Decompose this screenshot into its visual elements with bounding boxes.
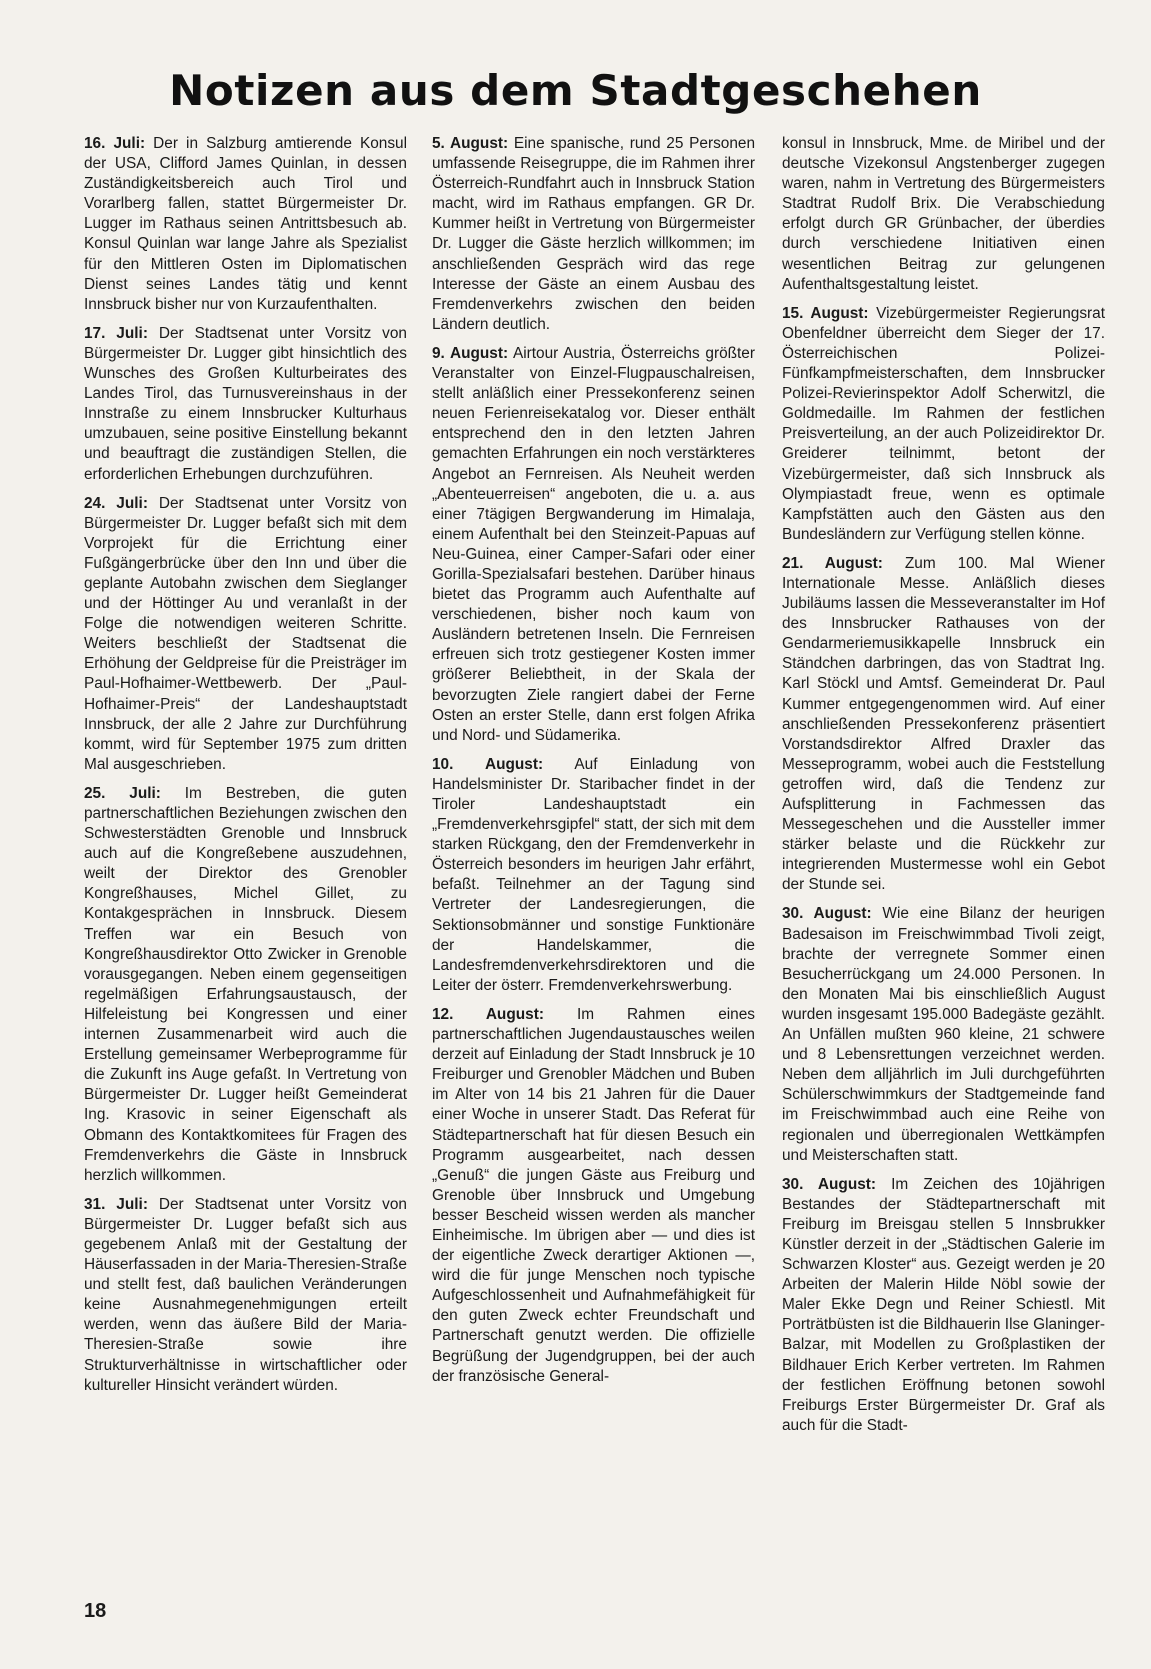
entry-text: Airtour Austria, Österreichs größter Veranstalter von Einzel-Flugpauschalreisen, stellt anläßlich einer Pressekonferenz seinen neuen Ferienreisekatalog vor. Dieser enthält entsprechend den in den letzten Jahren gemachten Erfahrungen ein noch verstärkteres Angebot an Fernreisen. Als Neuheit werden „Abenteuerreisen“ angeboten, die u. a. aus einer 7tägigen Bergwanderung im Himalaja, einem Aufenthalt bei den Steinzeit-Papuas auf Neu-Guinea, einer Camper-Safari oder einer Gorilla-Spezialsafari bestehen. Darüber hinaus bietet das Programm auch Aufenthalte auf verschiedenen, bisher noch kaum von Ausländern betretenen Inseln. Die Fernreisen erfreuen sich trotz gestiegener Kosten immer größerer Beliebtheit, in der Skala der bevorzugten Ziele rangiert dabei der Ferne Osten an erster Stelle, dann erst folgen Afrika und Nord- und Südamerika. bbox=[432, 344, 755, 744]
news-entry bbox=[782, 1175, 1105, 1436]
entry-text: Der Stadtsenat unter Vorsitz von Bürgermeister Dr. Lugger befaßt sich aus gegebenem Anlaß mit der Gestaltung der Häuserfassaden in der Maria-Theresien-Straße und stellt fest, daß baulichen Veränderungen keine Ausnahmegenehmigungen erteilt werden, wenn das äußere Bild der Maria-Theresien-Straße sowie ihre Strukturverhältnisse in wirtschaftlicher oder kultureller Hinsicht verändert würden. bbox=[84, 1195, 407, 1394]
news-entry bbox=[84, 134, 407, 315]
entry-text: Vizebürgermeister Regierungsrat Obenfeldner überreicht dem Sieger der 17. Österreichischen Polizei-Fünfkampfmeisterschaften, dem Innsbrucker Polizei-Revierinspektor Adolf Scherwitzl, die Goldmedaille. Im Rahmen der festlichen Preisverteilung, an der auch Polizeidirektor Dr. Greiderer teilnimmt, betont der Vizebürgermeister, daß sich Innsbruck als Olympiastadt freue, wenn es optimale Kampfstätten auch den Gästen aus den Bundesländern zur Verfügung stellen könne. bbox=[782, 304, 1105, 543]
entry-text: Der Stadtsenat unter Vorsitz von Bürgermeister Dr. Lugger gibt hinsichtlich des Wunsches des Großen Kulturbeirates des Landes Tirol, das Turnusvereinshaus in der Innstraße zu einem Innsbrucker Kulturhaus umzubauen, seine positive Einstellung bekannt und beauftragt die zuständigen Stellen, die erforderlichen Erhebungen durchzuführen. bbox=[84, 324, 407, 483]
entry-date: 17. Juli: bbox=[84, 324, 148, 342]
entry-date: 31. Juli: bbox=[84, 1195, 148, 1213]
column-3 bbox=[782, 134, 1105, 1445]
news-entry bbox=[782, 904, 1105, 1165]
news-entry bbox=[84, 1195, 407, 1396]
entry-date: 25. Juli: bbox=[84, 784, 161, 802]
entry-date: 21. August: bbox=[782, 554, 883, 572]
entry-date: 15. August: bbox=[782, 304, 869, 322]
page-number: 18 bbox=[84, 1600, 107, 1622]
page-title: Notizen aus dem Stadtgeschehen bbox=[169, 66, 982, 115]
news-entry bbox=[432, 344, 755, 746]
news-entry bbox=[782, 304, 1105, 545]
entry-date: 10. August: bbox=[432, 755, 544, 773]
entry-date: 30. August: bbox=[782, 1175, 877, 1193]
entry-date: 16. Juli: bbox=[84, 135, 146, 152]
news-entry bbox=[84, 324, 407, 485]
entry-date: 9. August: bbox=[432, 344, 509, 362]
news-entry bbox=[84, 494, 407, 775]
entry-text: Der in Salzburg amtierende Konsul der USA, Clifford James Quinlan, in dessen Zuständigkeitsbereich auch Tirol und Vorarlberg fallen, stattet Bürgermeister Dr. Lugger im Rathaus seinen Antrittsbesuch ab. Konsul Quinlan war lange Jahre als Spezialist für den Mittleren Osten im Diplomatischen Dienst seines Landes tätig und kennt Innsbruck bisher nur von Kurzaufenthalten. bbox=[84, 135, 408, 313]
news-entry bbox=[84, 784, 407, 1186]
entry-date: 24. Juli: bbox=[84, 494, 148, 512]
entry-text: Wie eine Bilanz der heurigen Badesaison im Freischwimmbad Tivoli zeigt, brachte der verregnete Sommer einen Besucherrückgang um 24.000 Personen. In den Monaten Mai bis einschließlich August wurden insgesamt 195.000 Badegäste gezählt. An Unfällen mußten 960 kleine, 21 schwere und 8 Lebensrettungen verzeichnet werden. Neben dem alljährlich im Juli durchgeführten Schülerschwimmkurs der Stadtgemeinde fand im Freischwimmbad auch eine Reihe von regionalen und überregionalen Wettkämpfen und Meisterschaften statt. bbox=[782, 905, 1105, 1164]
news-entry bbox=[432, 755, 755, 996]
entry-text: konsul in Innsbruck, Mme. de Miribel und der deutsche Vizekonsul Angstenberger zugegen waren, nahm in Vertretung des Bürgermeisters Stadtrat Rudolf Brix. Die Verabschiedung erfolgt durch GR Grünbacher, der überdies durch verschiedene Initiativen einen wesentlichen Beitrag zur gelungenen Aufenthaltsgestaltung leistet. bbox=[782, 135, 1105, 293]
entry-text: Im Bestreben, die guten partnerschaftlichen Beziehungen zwischen den Schwesterstädten Grenoble und Innsbruck auch auf die Kongreßebene auszudehnen, weilt der Direktor des Grenobler Kongreßhauses, Michel Gillet, zu Kontakgesprächen in Innsbruck. Diesem Treffen war ein Besuch von Kongreßhausdirektor Otto Zwicker in Grenoble vorausgegangen. Neben einem gegenseitigen regelmäßigen Erfahrungsaustausch, der Hilfeleistung bei Kongressen und einer internen Zusammenarbeit wird auch die Erstellung gemeinsamer Werbeprogramme für die Zukunft ins Auge gefaßt. In Vertretung von Bürgermeister Dr. Lugger heißt Gemeinderat Ing. Krasovic in seiner Eigenschaft als Obmann des Kontaktkomitees für Fragen des Fremdenverkehrs die Gäste in Innsbruck herzlich willkommen. bbox=[84, 784, 407, 1184]
news-entry bbox=[782, 554, 1105, 896]
news-entry bbox=[432, 1005, 755, 1387]
entry-text: Zum 100. Mal Wiener Internationale Messe. Anläßlich dieses Jubiläums lassen die Messeveranstalter im Hof des Innsbrucker Rathauses von der Gendarmeriemusikkapelle Innsbruck ein Ständchen darbringen, das von Stadtrat Ing. Karl Stöckl und Amtsf. Gemeinderat Dr. Paul Kummer entgegengenommen wird. Auf einer anschließenden Pressekonferenz präsentiert Vorstandsdirektor Alfred Draxler das Messeprogramm, wobei auch die Feststellung getroffen wird, daß die Tendenz zur Aufsplitterung in Fachmessen das Messegeschehen und die Aussteller immer stärker belaste und die Rückkehr zur integrierenden Mustermesse wohl ein Gebot der Stunde sei. bbox=[782, 554, 1105, 894]
news-entry-continued bbox=[782, 134, 1105, 295]
entry-date: 12. August: bbox=[432, 1005, 544, 1023]
entry-date: 30. August: bbox=[782, 905, 872, 923]
entry-text: Auf Einladung von Handelsminister Dr. Staribacher findet in der Tiroler Landeshauptstadt ein „Fremdenverkehrsgipfel“ statt, der sich mit dem starken Rückgang, den der Fremdenverkehr in Österreich besonders im heurigen Jahr erfährt, befaßt. Teilnehmer an der Tagung sind Vertreter der Landesregierungen, die Sektionsobmänner und sonstige Funktionäre der Handelskammer, die Landesfremdenverkehrsdirektoren und die Leiter der österr. Fremdenverkehrswerbung. bbox=[432, 755, 756, 994]
column-1 bbox=[84, 134, 407, 1405]
entry-text: Im Rahmen eines partnerschaftlichen Jugendaustausches weilen derzeit auf Einladung der Stadt Innsbruck je 10 Freiburger und Grenobler Mädchen und Buben im Alter von 14 bis 21 Jahren für die Dauer einer Woche in unserer Stadt. Das Referat für Städtepartnerschaft hat für diesen Besuch ein Programm ausgearbeitet, nach dessen „Genuß“ die jungen Gäste aus Freiburg und Grenoble über Innsbruck und Umgebung besser Bescheid wissen werden als mancher Einheimische. Im übrigen aber — und dies ist der eigentliche Zweck derartiger Aktionen —, wird die für junge Menschen noch typische Aufgeschlossenheit und Aufnahmefähigkeit für den guten Zweck echter Freundschaft und Partnerschaft genutzt werden. Die offizielle Begrüßung der Jugendgruppen, bei der auch der französische General- bbox=[432, 1005, 755, 1385]
news-entry bbox=[432, 134, 755, 335]
entry-text: Der Stadtsenat unter Vorsitz von Bürgermeister Dr. Lugger befaßt sich mit dem Vorprojekt für die Errichtung einer Fußgängerbrücke über den Inn und über die geplante Autobahn zwischen dem Sieglanger und der Höttinger Au und veranlaßt in der Folge die notwendigen weiteren Schritte. Weiters beschließt der Stadtsenat die Erhöhung der Geldpreise für die Preisträger im Paul-Hofhaimer-Wettbewerb. Der „Paul-Hofhaimer-Preis“ der Landeshauptstadt Innsbruck, der alle 2 Jahre zur Durchführung kommt, wird für September 1975 zum dritten Mal ausgeschrieben. bbox=[84, 494, 407, 773]
column-2 bbox=[432, 134, 755, 1396]
entry-text: Im Zeichen des 10jährigen Bestandes der Städtepartnerschaft mit Freiburg im Breisgau stellen 5 Innsbrukker Künstler derzeit in der „Städtischen Galerie im Schwarzen Kloster“ aus. Gezeigt werden je 20 Arbeiten der Malerin Hilde Nöbl sowie der Maler Ekke Degn und Reiner Schiestl. Mit Porträtbüsten ist die Bildhauerin Ilse Glaninger-Balzar, mit Modellen zu Großplastiken der Bildhauer Erich Kerber vertreten. Im Rahmen der festlichen Eröffnung betonen sowohl Freiburgs Erster Bürgermeister Dr. Graf als auch für die Stadt- bbox=[782, 1175, 1105, 1434]
entry-text: Eine spanische, rund 25 Personen umfassende Reisegruppe, die im Rahmen ihrer Österreich-Rundfahrt auch in Innsbruck Station macht, wird im Rathaus empfangen. GR Dr. Kummer heißt in Vertretung von Bürgermeister Dr. Lugger die Gäste herzlich willkommen; im anschließenden Gespräch wird das rege Interesse der Gäste an einem Ausbau des Fremdenverkehrs zwischen den beiden Ländern deutlich. bbox=[432, 135, 756, 333]
entry-date: 5. August: bbox=[432, 135, 509, 152]
